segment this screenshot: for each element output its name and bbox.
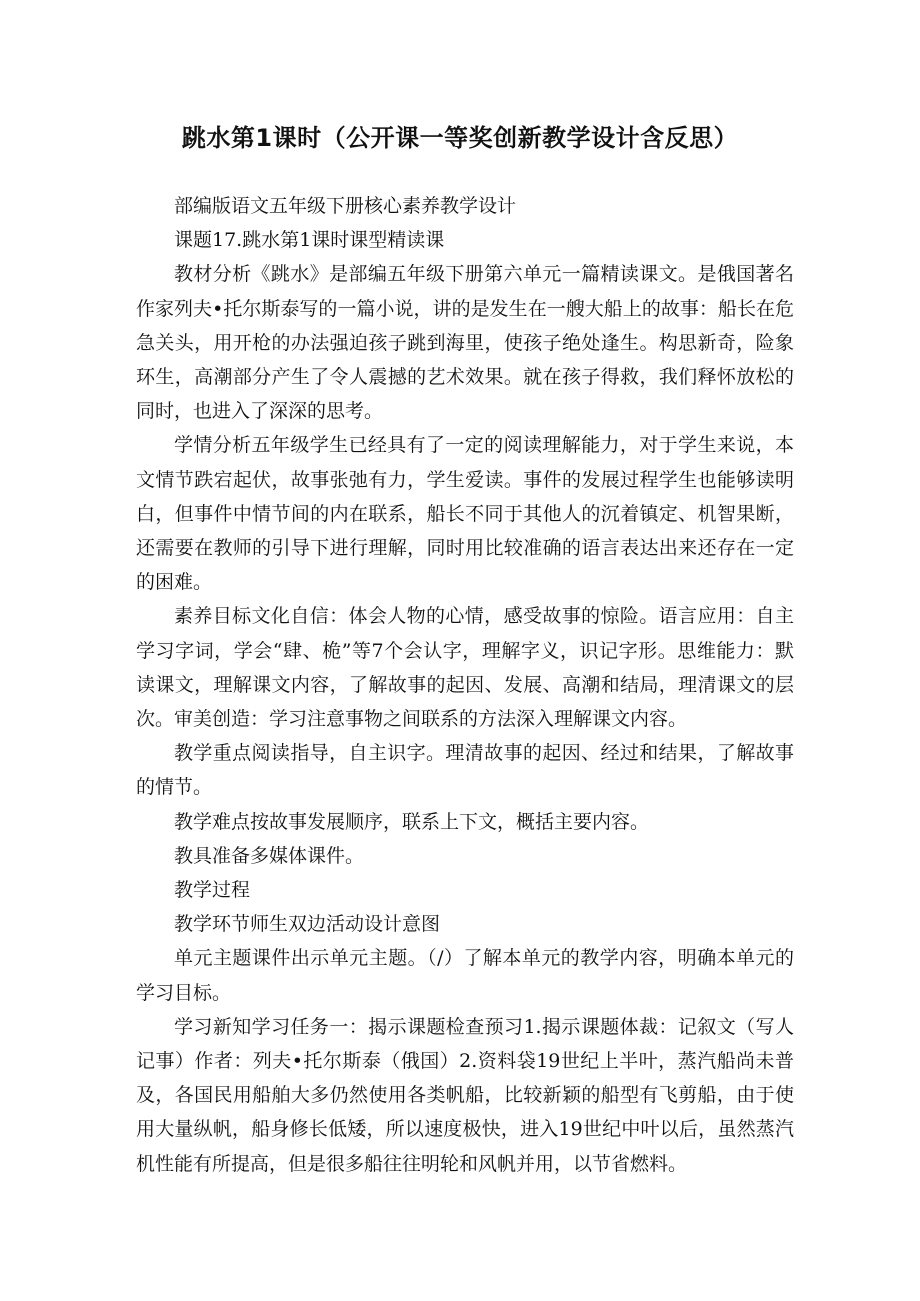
paragraph-literacy-goals: 素养目标文化自信：体会人物的心情，感受故事的惊险。语言应用：自主学习字词，学会“肆、桅”等7个会认字，理解字义，识记字形。思维能力：默读课文，理解课文内容，了解故事的起因、发展、高潮和结局，理清课文的层次。审美创造：学习注意事物之间联系的方法深入理解课文内容。 — [136, 605, 794, 731]
paragraph-new-knowledge: 学习新知学习任务一：揭示课题检查预习1.揭示课题体裁：记叙文（写人记事）作者：列夫•托尔斯泰（俄国）2.资料袋19世纪上半叶，蒸汽船尚未普及，各国民用船舶大多仍然使用各类帆船，比较新颖的船型有飞剪船，由于使用大量纵帆，船身修长低矮，所以速度极快，进入19世纪中叶以后，虽然蒸汽机性能有所提高，但是很多船往往明轮和风帆并用，以节省燃料。 — [136, 1015, 794, 1175]
paragraph-textbook-edition: 部编版语文五年级下册核心素养教学设计 — [174, 195, 517, 217]
paragraph-unit-theme: 单元主题课件出示单元主题。（/）了解本单元的教学内容，明确本单元的学习目标。 — [136, 947, 794, 1004]
paragraph-teaching-aids: 教具准备多媒体课件。 — [174, 844, 365, 867]
document-body — [136, 189, 794, 1181]
paragraph-student-analysis: 学情分析五年级学生已经具有了一定的阅读理解能力，对于学生来说，本文情节跌宕起伏，故事张弛有力，学生爱读。事件的发展过程学生也能够读明白，但事件中情节间的内在联系，船长不同于其他人的沉着镇定、机智果断，还需要在教师的引导下进行理解，同时用比较准确的语言表达出来还存在一定的困难。 — [136, 434, 794, 594]
paragraph-teaching-focus: 教学重点阅读指导，自主识字。理清故事的起因、经过和结果，了解故事的情节。 — [136, 742, 794, 799]
paragraph-lesson-topic: 课题17.跳水第1课时课型精读课 — [174, 229, 445, 252]
paragraph-teaching-process: 教学过程 — [174, 879, 251, 902]
document-title: 跳水第1课时（公开课一等奖创新教学设计含反思） — [181, 124, 739, 152]
paragraph-textbook-analysis: 教材分析《跳水》是部编五年级下册第六单元一篇精读课文。是俄国著名作家列夫•托尔斯泰写的一篇小说，讲的是发生在一艘大船上的故事：船长在危急关头，用开枪的办法强迫孩子跳到海里，使孩子绝处逢生。构思新奇，险象环生，高潮部分产生了令人震撼的艺术效果。就在孩子得救，我们释怀放松的同时，也进入了深深的思考。 — [136, 263, 794, 423]
paragraph-teaching-stages: 教学环节师生双边活动设计意图 — [174, 913, 441, 936]
paragraph-teaching-difficulty: 教学难点按故事发展顺序，联系上下文，概括主要内容。 — [174, 810, 650, 833]
